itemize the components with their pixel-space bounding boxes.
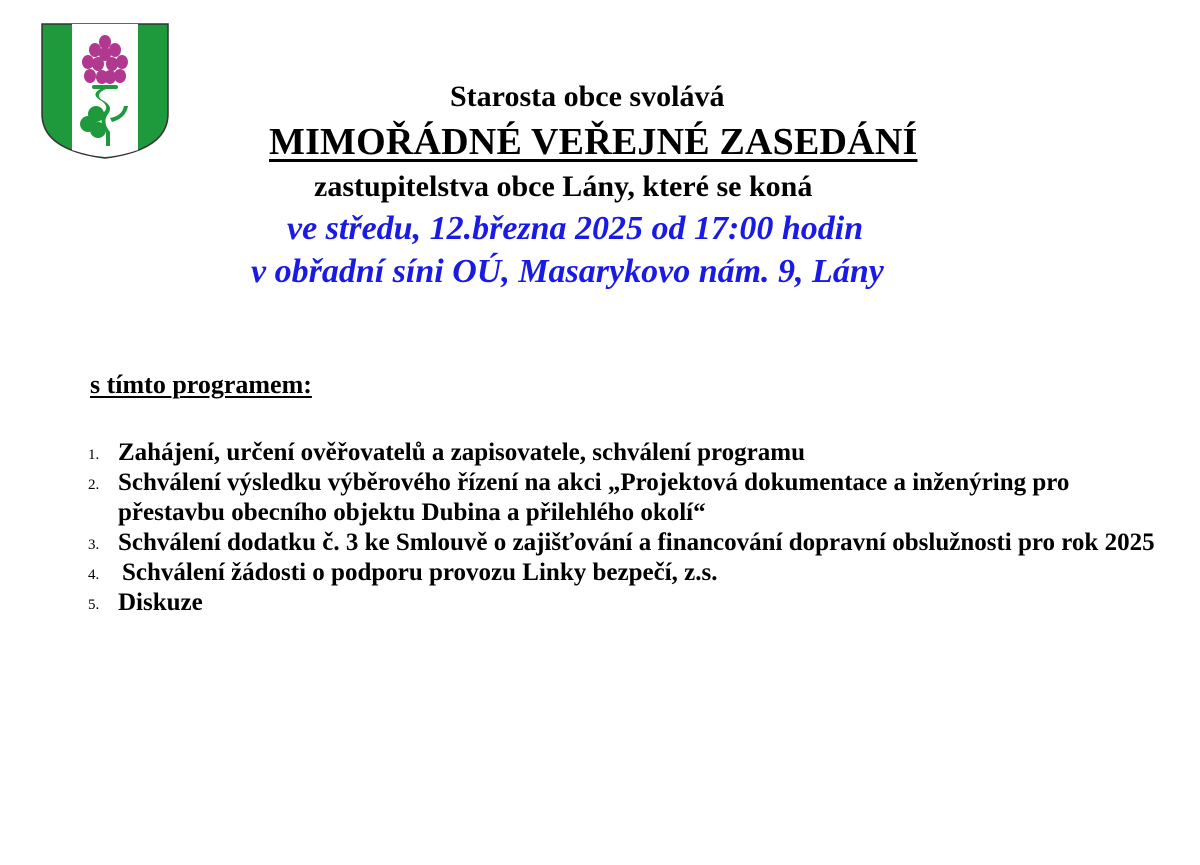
agenda-list [88,438,1168,618]
agenda-item-text: Schválení dodatku č. 3 ke Smlouvě o zajišťování a financování dopravní obslužnosti pro rok 2025 [118,529,1155,556]
program-heading: s tímto programem: [90,370,312,399]
agenda-item-text: Diskuze [118,589,203,616]
clover-crest-icon [40,22,170,160]
agenda-item-number: 1. [88,447,100,463]
agenda-item [88,588,1168,618]
agenda-item-number: 4. [88,567,100,583]
agenda-item-number: 2. [88,477,100,493]
coat-of-arms [40,22,170,160]
meeting-location: v obřadní síni OÚ, Masarykovo nám. 9, Lány [251,253,884,290]
agenda-item-text: Zahájení, určení ověřovatelů a zapisovatele, schválení programu [118,439,805,466]
agenda-item-text: Schválení žádosti o podporu provozu Linky bezpečí, z.s. [122,559,718,586]
agenda-item [88,558,1168,588]
convener-line: Starosta obce svolává [450,80,725,113]
agenda-item [88,528,1168,558]
meeting-title: MIMOŘÁDNÉ VEŘEJNÉ ZASEDÁNÍ [269,121,918,163]
meeting-date-time: ve středu, 12.března 2025 od 17:00 hodin [287,210,864,247]
agenda-item-number: 5. [88,597,100,613]
agenda-item-text: Schválení výsledku výběrového řízení na akci „Projektová dokumentace a inženýring pro přestavbu obecního objektu Dubina a přilehlého okolí“ [118,469,1070,526]
agenda-item-number: 3. [88,537,100,553]
council-line: zastupitelstva obce Lány, které se koná [314,170,813,203]
agenda-item [88,438,1168,468]
agenda-item [88,468,1168,528]
